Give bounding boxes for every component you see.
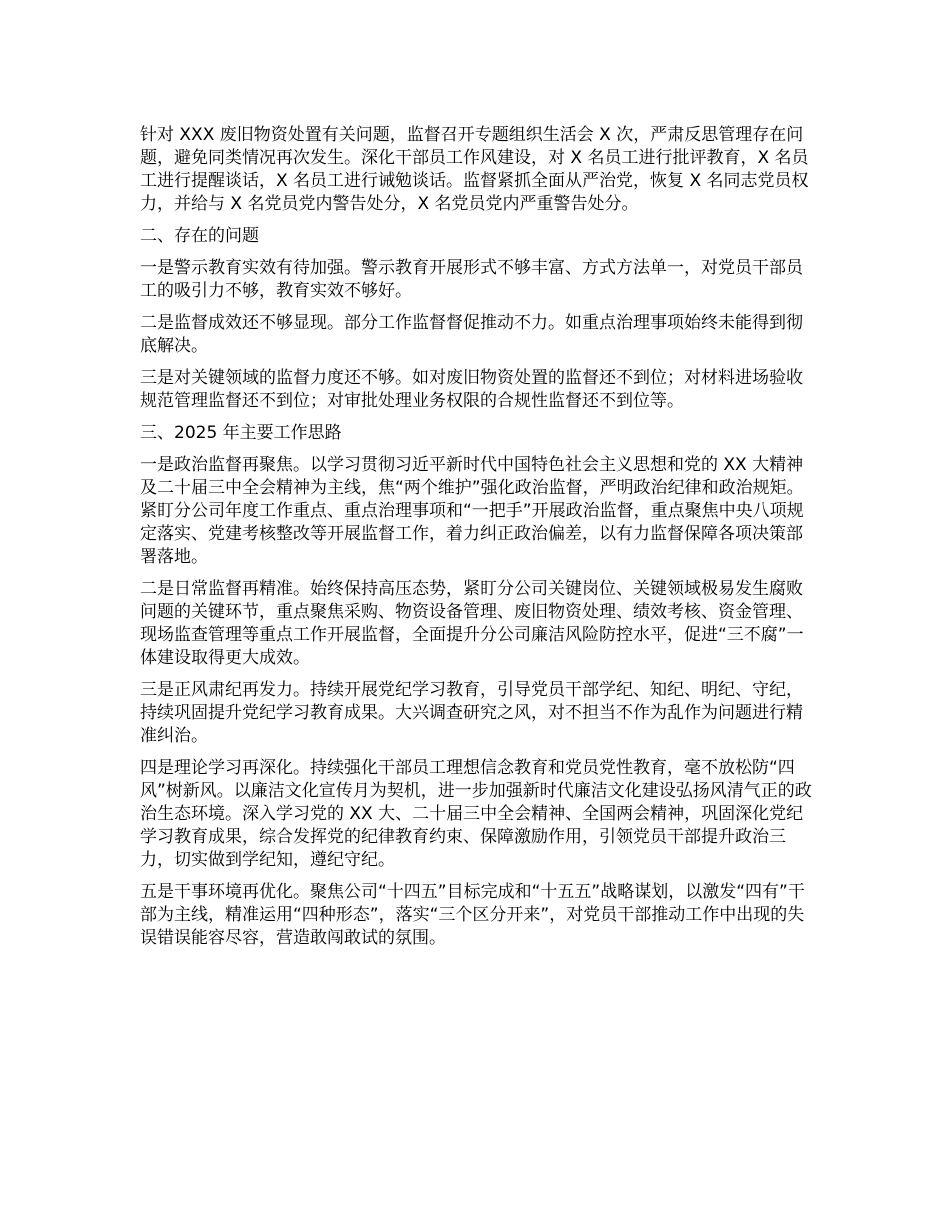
paragraph-disposal-summary: 针对 XXX 废旧物资处置有关问题，监督召开专题组织生活会 X 次，严肃反思管理存在问题，避免同类情况再次发生。深化干部员工作风建设，对 X 名员工进行批评教育，X 名员工进行提醒谈话，X 名员工进行诫勉谈话。监督紧抓全面从严治党，恢复 X 名同志党员权力，并给与 X 名党员党内警告处分，X 名党员党内严重警告处分。 [140, 125, 809, 214]
paragraph-plan-3: 三是正风肃纪再发力。持续开展党纪学习教育，引导党员干部学纪、知纪、明纪、守纪，持续巩固提升党纪学习教育成果。大兴调查研究之风，对不担当不作为乱作为问题进行精准纠治。 [140, 680, 803, 746]
document-body [140, 124, 812, 959]
paragraph-plan-4: 四是理论学习再深化。持续强化干部员工理想信念教育和党员党性教育，毫不放松防“四风”树新风。以廉洁文化宣传月为契机，进一步加强新时代廉洁文化建设弘扬风清气正的政治生态环境。深入学习党的 XX 大、二十届三中全会精神、全国两会精神，巩固深化党纪学习教育成果，综合发挥党的纪律教育约束、保障激励作用，引领党员干部提升政治三力，切实做到学纪知，遵纪守纪。 [140, 758, 812, 870]
paragraph-plan-5: 五是干事环境再优化。聚焦公司“十四五”目标完成和“十五五”战略谋划，以激发“四有”干部为主线，精准运用“四种形态”，落实“三个区分开来”，对党员干部推动工作中出现的失误错误能容尽容，营造敢闯敢试的氛围。 [140, 882, 805, 948]
paragraph-problem-3: 三是对关键领域的监督力度还不够。如对废旧物资处置的监督还不到位；对材料进场验收规范管理监督还不到位；对审批处理业务权限的合规性监督还不到位等。 [140, 368, 803, 411]
section-heading-problems: 二、存在的问题 [140, 226, 259, 246]
paragraph-plan-2: 二是日常监督再精准。始终保持高压态势，紧盯分公司关键岗位、关键领域极易发生腐败问题的关键环节，重点聚焦采购、物资设备管理、废旧物资处理、绩效考核、资金管理、现场监查管理等重点工作开展监督，全面提升分公司廉洁风险防控水平，促进“三不腐”一体建设取得更大成效。 [140, 579, 804, 668]
paragraph-problem-2: 二是监督成效还不够显现。部分工作监督督促推动不力。如重点治理事项始终未能得到彻底解决。 [140, 313, 803, 356]
paragraph-plan-1: 一是政治监督再聚焦。以学习贯彻习近平新时代中国特色社会主义思想和党的 XX 大精神及二十届三中全会精神为主线，焦“两个维护”强化政治监督，严明政治纪律和政治规矩。紧盯分公司年度工作重点、重点治理事项和“一把手”开展政治监督，重点聚焦中央八项规定落实、党建考核整改等开展监督工作，着力纠正政治偏差，以有力监督保障各项决策部署落地。 [140, 455, 804, 567]
paragraph-problem-1: 一是警示教育实效有待加强。警示教育开展形式不够丰富、方式方法单一，对党员干部员工的吸引力不够，教育实效不够好。 [140, 258, 803, 301]
section-heading-2025-plan: 三、2025 年主要工作思路 [140, 423, 342, 443]
